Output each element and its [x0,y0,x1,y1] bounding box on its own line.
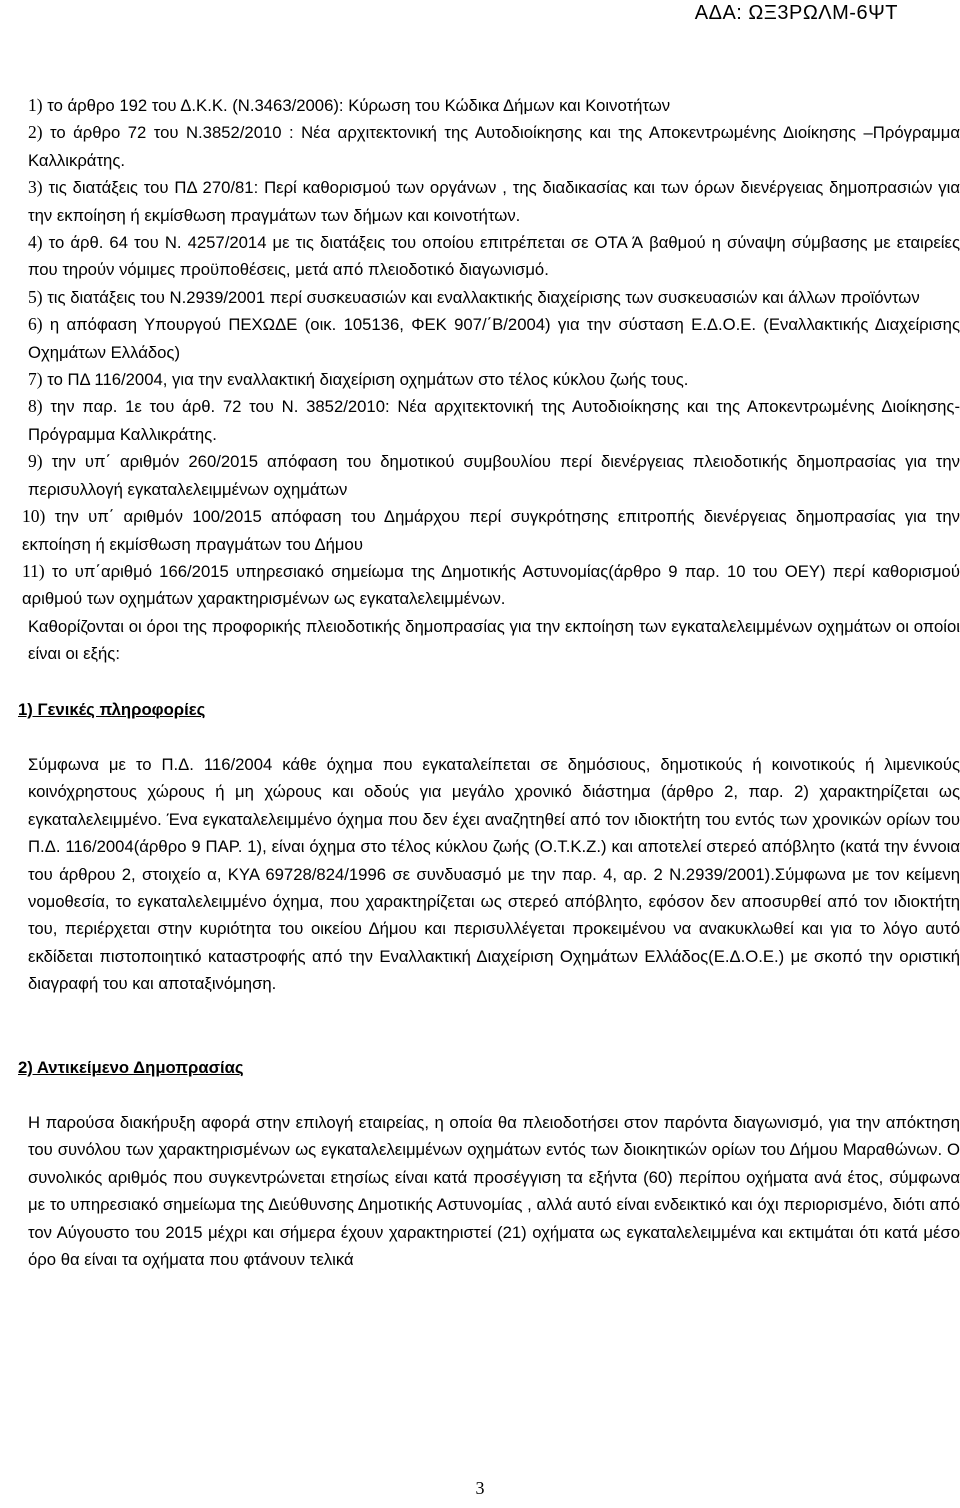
list-item [6,393,960,448]
list-item [6,558,960,613]
list-item-number: 7) [28,369,43,390]
ada-code: ΑΔΑ: ΩΞ3ΡΩΛΜ-6ΨΤ [694,2,898,24]
list-item-text: η απόφαση Υπουργού ΠΕΧΩΔΕ (οικ. 105136, ΦΕΚ 907/΄Β/2004) για την σύσταση Ε.Δ.Ο.Ε. (Εναλλακτικής Διαχείρισης Οχημάτων Ελλάδος) [28,315,960,362]
list-item-number: 11) [22,560,45,581]
list-item-number: 3) [28,177,43,198]
legal-references-list [6,92,960,613]
list-item-number: 10) [22,506,46,527]
section-1-heading [6,696,960,723]
list-item [6,311,960,366]
list-item-text: το άρθρο 72 του Ν.3852/2010 : Νέα αρχιτεκτονική της Αυτοδιοίκησης και της Αποκεντρωμένης Διοίκησης –Πρόγραμμα Καλλικράτης. [28,123,960,170]
list-item [6,284,960,311]
section-2-text: Η παρούσα διακήρυξη αφορά στην επιλογή εταιρείας, η οποία θα πλειοδοτήσει στον παρόντα διαγωνισμό, για την απόκτηση του συνόλου των χαρακτηρισμένων ως εγκαταλελειμμένων οχημάτων εντός των διοικητικών ορίων του Δήμου Μαραθώνων. Ο συνολικός αριθμός που συγκεντρώνεται ετησίως είναι κατά προσέγγιση τα εξήντα (60) περίπου οχήματα ανά έτος, σύμφωνα με το υπηρεσιακό σημείωμα της Διεύθυνσης Δημοτικής Αστυνομίας , αλλά αυτό είναι ενδεικτικό και όχι περιορισμένο, διότι από τον Αύγουστο του 2015 μέχρι και σήμερα έχουν χαρακτηριστεί (21) οχήματα ως εγκαταλελειμμένα και εκτιμάται ότι κατά μέσο όρο θα είναι τα οχήματα που φτάνουν τελικά [28,1113,960,1270]
list-item [6,92,960,119]
list-item-text: το ΠΔ 116/2004, για την εναλλακτική διαχείριση οχημάτων στο τέλος κύκλου ζωής τους. [47,370,689,390]
section-2-title: 2) Αντικείμενο Δημοπρασίας [18,1057,244,1077]
section-2-heading [6,1054,960,1081]
list-item-number: 6) [28,314,43,335]
list-item-number: 2) [28,122,43,143]
list-item [6,119,960,174]
list-item-number: 4) [28,232,43,253]
list-item-number: 5) [28,286,43,307]
list-item [6,448,960,503]
list-item-number: 9) [28,451,43,472]
list-item-text: το άρθ. 64 του Ν. 4257/2014 με τις διατάξεις του οποίου επιτρέπεται σε ΟΤΑ Ά βαθμού η σύναψη σύμβασης με εταιρείες που τηρούν νόμιμες προϋποθέσεις, μετά από πλειοδοτικό διαγωνισμό. [28,233,960,280]
terms-intro: Καθορίζονται οι όροι της προφορικής πλειοδοτικής δημοπρασίας για την εκποίηση των εγκαταλελειμμένων οχημάτων οι οποίοι είναι οι εξής: [28,616,960,664]
section-1-text: Σύμφωνα με το Π.Δ. 116/2004 κάθε όχημα που εγκαταλείπεται σε δημόσιους, δημοτικούς ή κοινοτικούς ή λιμενικούς κοινόχρηστους χώρους ή μη χώρους και οδούς για μεγάλο χρονικό διάστημα (άρθρο 2, παρ. 2) χαρακτηρίζεται ως εγκαταλελειμμένο. Ένα εγκαταλελειμμένο όχημα που δεν έχει αναζητηθεί από τον ιδιοκτήτη του εντός των χρονικών ορίων του Π.Δ. 116/2004(άρθρο 9 ΠΑΡ. 1), είναι όχημα στο τέλος κύκλου ζωής (Ο.Τ.Κ.Ζ.) και αποτελεί στερεό απόβλητο (κατά την έννοια του άρθρου 2, στοιχείο α, ΚΥΑ 69728/824/1996 σε συνδυασμό με την παρ. 4, αρ. 2 Ν.2939/2001).Σύμφωνα με τον κείμενη νομοθεσία, το εγκαταλελειμμένο όχημα, που χαρακτηρίζεται ως στερεό απόβλητο, εφόσον δεν αποσυρθεί από τον ιδιοκτήτη του, περιέρχεται στην κυριότητα του οικείου Δήμου και περισυλλέγεται προκειμένου να ανακυκλωθεί και για το λόγο αυτό εκδίδεται πιστοποιητικό καταστροφής από την Εναλλακτική Διαχείριση Οχημάτων Ελλάδος(Ε.Δ.Ο.Ε.) με σκοπό την οριστική διαγραφή του και αποταξινόμηση. [28,754,960,994]
list-item-text: τις διατάξεις του ΠΔ 270/81: Περί καθορισμού των οργάνων , της διαδικασίας και των όρων διενέργειας δημοπρασιών για την εκποίηση ή εκμίσθωση πραγμάτων των δήμων και κοινοτήτων. [28,178,960,225]
list-item [6,229,960,284]
list-item-text: την υπ΄ αριθμόν 100/2015 απόφαση του Δημάρχου περί συγκρότησης επιτροπής διενέργειας δημοπρασίας για την εκποίηση ή εκμίσθωση πραγμάτων του Δήμου [22,507,960,554]
list-item-text: το υπ΄αριθμό 166/2015 υπηρεσιακό σημείωμα της Δημοτικής Αστυνομίας(άρθρο 9 παρ. 10 του ΟΕΥ) περί καθορισμού αριθμού των οχημάτων χαρακτηρισμένων ως εγκαταλελειμμένων. [22,561,960,609]
list-item [6,503,960,558]
list-item-number: 1) [28,95,43,115]
list-item [6,174,960,229]
list-item [6,366,960,393]
list-item-text: την παρ. 1ε του άρθ. 72 του Ν. 3852/2010: Νέα αρχιτεκτονική της Αυτοδιοίκησης και της Αποκεντρωμένης Διοίκησης-Πρόγραμμα Καλλικράτης. [28,397,960,444]
page-number: 3 [475,1478,485,1498]
list-item-text: την υπ΄ αριθμόν 260/2015 απόφαση του δημοτικού συμβουλίου περί διενέργειας πλειοδοτικής δημοπρασίας για την περισυλλογή εγκαταλελειμμένων οχημάτων [28,452,960,499]
list-item-number: 8) [28,396,43,417]
list-item-text: το άρθρο 192 του Δ.Κ.Κ. (Ν.3463/2006): Κύρωση του Κώδικα Δήμων και Κοινοτήτων [47,96,671,115]
section-1-title: 1) Γενικές πληροφορίες [18,699,206,719]
document-body [6,92,960,1273]
list-item-text: τις διατάξεις του Ν.2939/2001 περί συσκευασιών και εναλλακτικής διαχείρισης των συσκευασιών και άλλων προϊόντων [47,287,920,307]
